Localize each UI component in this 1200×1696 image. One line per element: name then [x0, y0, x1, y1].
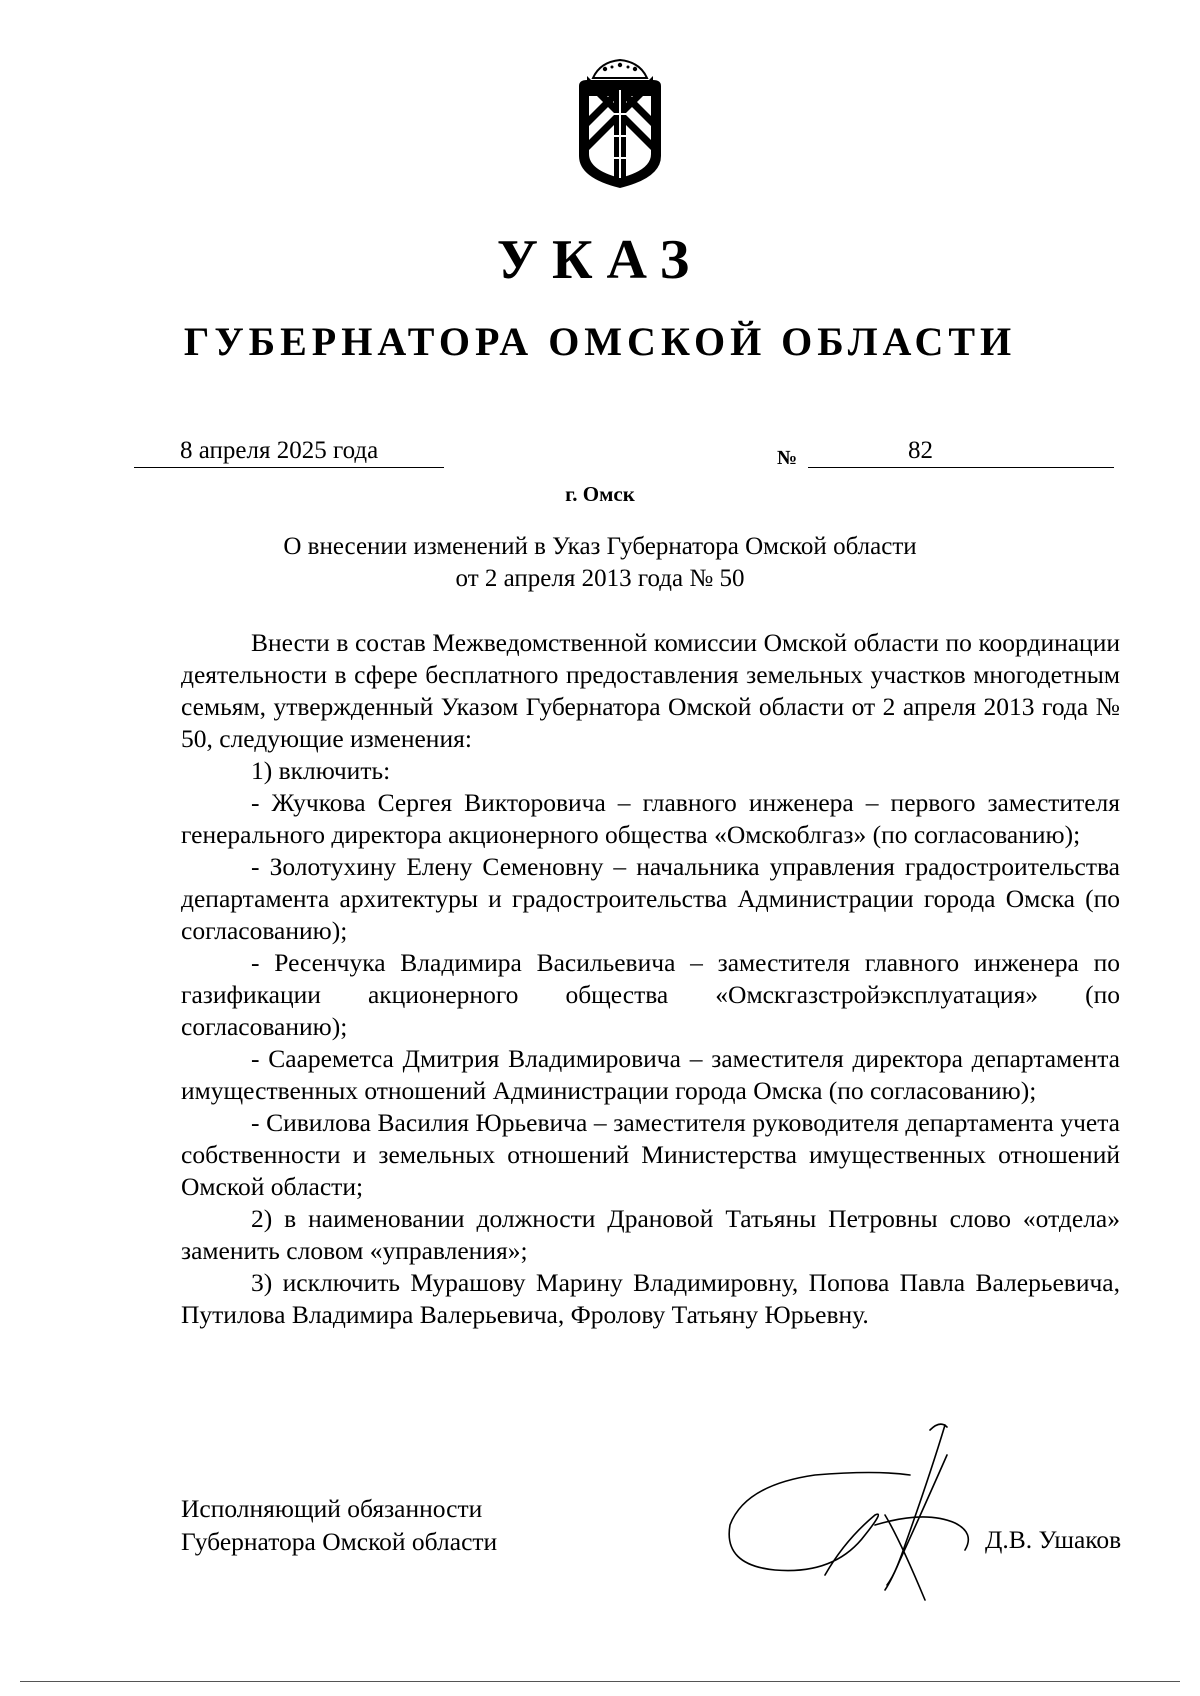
city-label: г. Омск [565, 482, 635, 506]
body-paragraph: - Сивилова Василия Юрьевича – заместителя руководителя департамента учета собственности и земельных отношений Министерства имущественных отношений Омской области; [181, 1108, 1120, 1201]
body-paragraph: 2) в наименовании должности Драновой Татьяны Петровны слово «отдела» заменить словом «управления»; [181, 1204, 1120, 1265]
document-date: 8 апреля 2025 года [180, 437, 379, 464]
signatory-position-line-1: Исполняющий обязанности [181, 1494, 483, 1523]
signatory-position [181, 1492, 497, 1558]
number-field [808, 433, 1114, 468]
omsk-coat-of-arms-icon [565, 56, 675, 191]
signatory-position-line-2: Губернатора Омской области [181, 1527, 498, 1556]
body-paragraph: - Ресенчука Владимира Васильевича – заместителя главного инженера по газификации акционерного общества «Омскгазстройэксплуатация» (по согласованию); [181, 948, 1120, 1041]
signatory-name: Д.В. Ушаков [985, 1525, 1122, 1554]
subject-line-1: О внесении изменений в Указ Губернатора Омской области [283, 533, 917, 560]
date-field [134, 433, 444, 468]
body-paragraph: 3) исключить Мурашову Марину Владимировну, Попова Павла Валерьевича, Путилова Владимира Валерьевича, Фролову Татьяну Юрьевну. [181, 1268, 1120, 1329]
document-number: 82 [908, 437, 933, 464]
document-type-title: УКАЗ [496, 229, 704, 291]
body-paragraph: - Жучкова Сергея Викторовича – главного инженера – первого заместителя генерального директора акционерного общества «Омскоблгаз» (по согласованию); [181, 788, 1120, 849]
document-subject [0, 531, 1200, 595]
issuer-title: ГУБЕРНАТОРА ОМСКОЙ ОБЛАСТИ [183, 319, 1017, 364]
handwritten-signature-icon [725, 1415, 1005, 1615]
body-paragraph: - Саареметса Дмитрия Владимировича – заместителя директора департамента имущественных отношений Администрации города Омска (по согласованию); [181, 1044, 1120, 1105]
page-bottom-divider [20, 1681, 1180, 1682]
body-paragraph: Внести в состав Межведомственной комиссии Омской области по координации деятельности в сфере бесплатного предоставления земельных участков многодетным семьям, утвержденный Указом Губернатора Омской области от 2 апреля 2013 года № 50, следующие изменения: [181, 628, 1120, 753]
body-paragraph: - Золотухину Елену Семеновну – начальника управления градостроительства департамента архитектуры и градостроительства Администрации города Омска (по согласованию); [181, 852, 1120, 945]
subject-line-2: от 2 апреля 2013 года № 50 [455, 565, 745, 592]
document-body [181, 627, 1120, 1331]
number-label: № [777, 447, 798, 469]
body-paragraph: 1) включить: [251, 756, 391, 785]
